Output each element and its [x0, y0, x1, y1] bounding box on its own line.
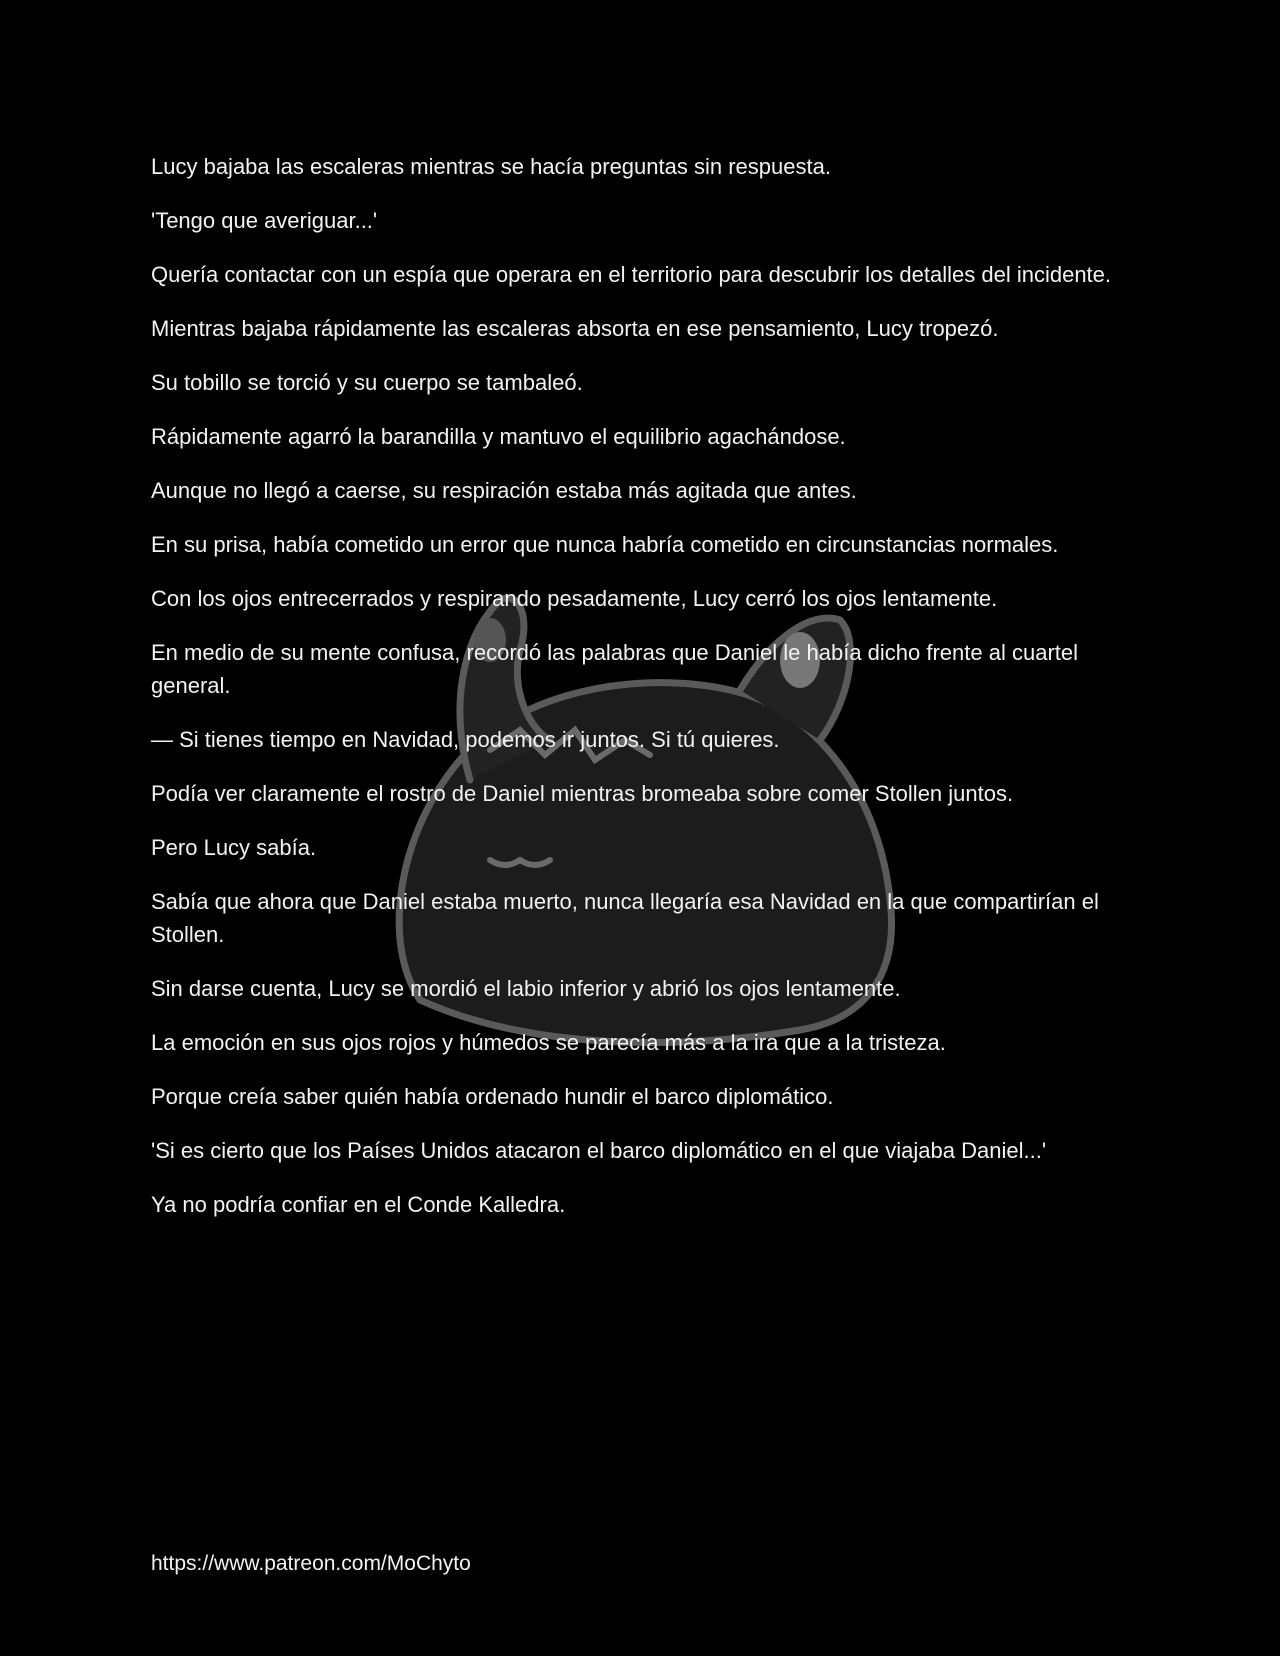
paragraph: Con los ojos entrecerrados y respirando pesadamente, Lucy cerró los ojos lentamente.: [151, 586, 998, 611]
paragraph: Sabía que ahora que Daniel estaba muerto, nunca llegaría esa Navidad en la que compartirían el Stollen.: [151, 889, 1099, 947]
paragraph: Su tobillo se torció y su cuerpo se tambaleó.: [151, 370, 583, 395]
story-text: [151, 150, 1136, 1242]
paragraph: 'Si es cierto que los Países Unidos atacaron el barco diplomático en el que viajaba Daniel...': [151, 1138, 1047, 1163]
patreon-link[interactable]: https://www.patreon.com/MoChyto: [151, 1552, 471, 1575]
paragraph: Aunque no llegó a caerse, su respiración estaba más agitada que antes.: [151, 478, 857, 503]
paragraph: En su prisa, había cometido un error que nunca habría cometido en circunstancias normales.: [151, 532, 1059, 557]
paragraph: Mientras bajaba rápidamente las escaleras absorta en ese pensamiento, Lucy tropezó.: [151, 316, 999, 341]
paragraph: Rápidamente agarró la barandilla y mantuvo el equilibrio agachándose.: [151, 424, 846, 449]
paragraph: — Si tienes tiempo en Navidad, podemos ir juntos. Si tú quieres.: [151, 727, 780, 752]
paragraph: Sin darse cuenta, Lucy se mordió el labio inferior y abrió los ojos lentamente.: [151, 976, 901, 1001]
paragraph: En medio de su mente confusa, recordó las palabras que Daniel le había dicho frente al cuartel general.: [151, 640, 1079, 698]
paragraph: La emoción en sus ojos rojos y húmedos se parecía más a la ira que a la tristeza.: [151, 1030, 946, 1055]
paragraph: Porque creía saber quién había ordenado hundir el barco diplomático.: [151, 1084, 834, 1109]
paragraph: Ya no podría confiar en el Conde Kalledra.: [151, 1192, 566, 1217]
paragraph: Lucy bajaba las escaleras mientras se hacía preguntas sin respuesta.: [151, 154, 831, 179]
paragraph: Podía ver claramente el rostro de Daniel mientras bromeaba sobre comer Stollen juntos.: [151, 781, 1014, 806]
paragraph: 'Tengo que averiguar...': [151, 208, 378, 233]
paragraph: Quería contactar con un espía que operara en el territorio para descubrir los detalles del incidente.: [151, 262, 1112, 287]
paragraph: Pero Lucy sabía.: [151, 835, 317, 860]
